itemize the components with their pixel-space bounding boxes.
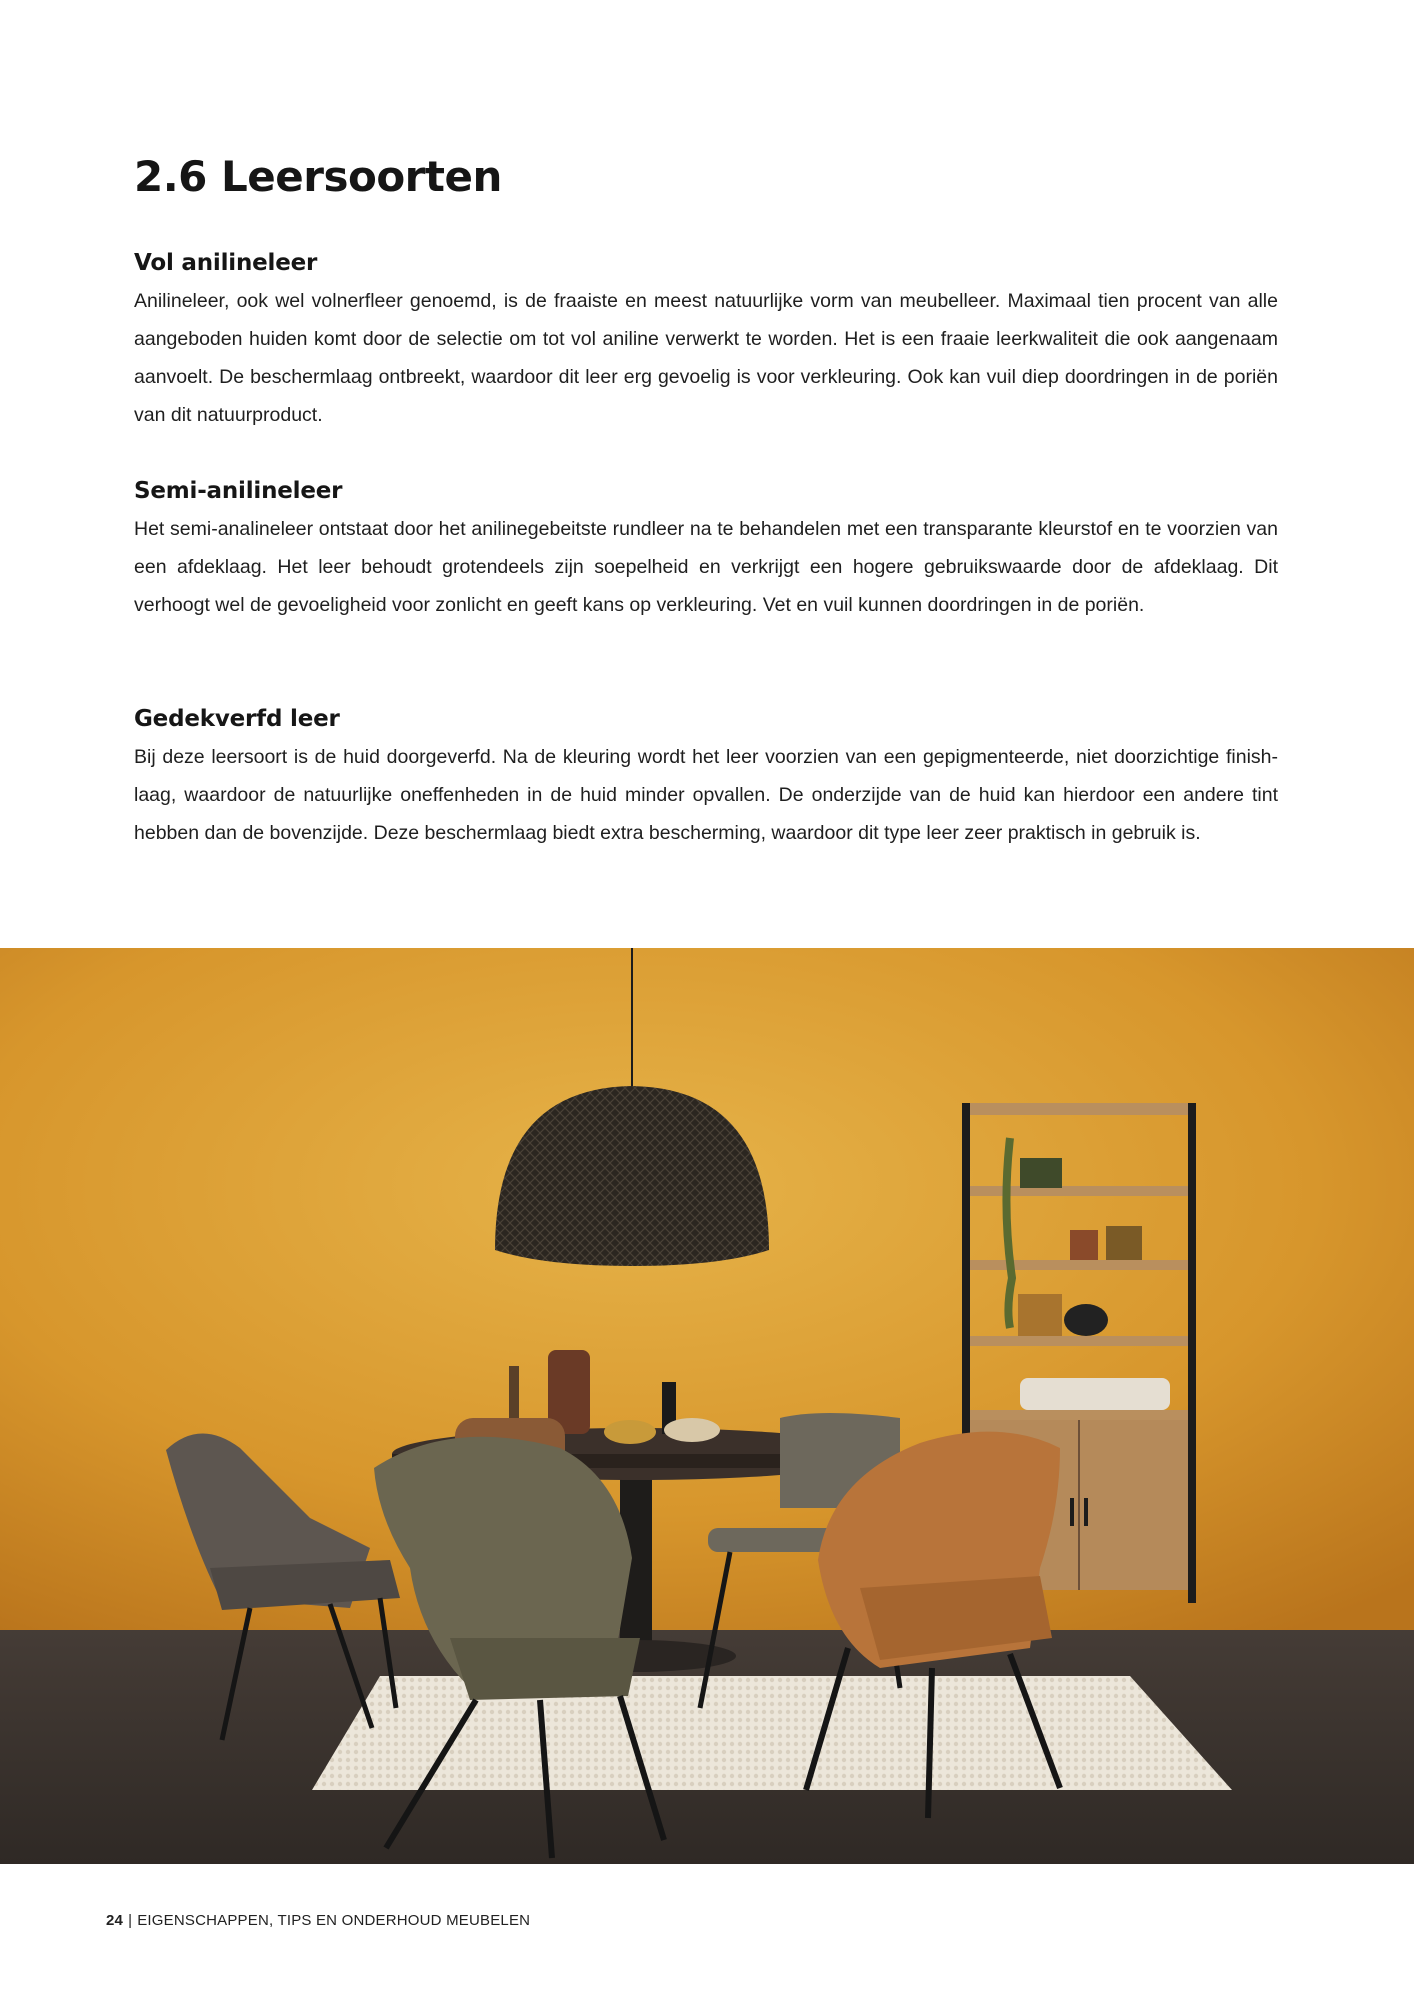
section-heading: Semi-anilineleer — [134, 478, 343, 504]
page-number: 24 — [106, 1912, 124, 1929]
section-heading: Vol anilineleer — [134, 250, 318, 276]
footer-separator: | — [128, 1912, 133, 1929]
section-vol-anilineleer — [134, 250, 1278, 434]
section-body: Bij deze leersoort is de huid doorgeverfd. Na de kleuring wordt het leer voorzien van een gepigmenteerde, niet doorzichtige finish-laag, waardoor de natuurlijke oneffenheden in de huid minder opvallen. De onderzijde van de huid kan hierdoor een andere tint hebben dan de bovenzijde. Deze beschermlaag biedt extra bescherming, waardoor dit type leer zeer praktisch in gebruik is. — [134, 746, 1278, 844]
page-footer — [106, 1912, 530, 1929]
footer-text: EIGENSCHAPPEN, TIPS EN ONDERHOUD MEUBELEN — [137, 1912, 531, 1929]
section-semi-anilineleer — [134, 478, 1278, 624]
dining-room-photo — [0, 948, 1414, 1864]
rug — [312, 1676, 1232, 1790]
section-gedekverfd-leer — [134, 706, 1278, 852]
section-body: Anilineleer, ook wel volnerfleer genoemd, is de fraaiste en meest natuurlijke vorm van meubelleer. Maximaal tien procent van alle aangeboden huiden komt door de selectie om tot vol aniline verwerkt te worden. Het is een fraaie leerkwaliteit die ook aangenaam aanvoelt. De beschermlaag ontbreekt, waardoor dit leer erg gevoelig is voor verkleuring. Ook kan vuil diep doordringen in de poriën van dit natuurproduct. — [134, 290, 1278, 426]
page-title: 2.6 Leersoorten — [134, 152, 502, 201]
section-heading: Gedekverfd leer — [134, 706, 340, 732]
section-body: Het semi-analineleer ontstaat door het anilinegebeitste rundleer na te behandelen met een transparante kleurstof en te voorzien van een afdeklaag. Het leer behoudt grotendeels zijn soepelheid en verkrijgt een hogere gebruikswaarde door de afdeklaag. Dit verhoogt wel de gevoeligheid voor zonlicht en geeft kans op verkleuring. Vet en vuil kunnen doordringen in de poriën. — [134, 518, 1278, 616]
